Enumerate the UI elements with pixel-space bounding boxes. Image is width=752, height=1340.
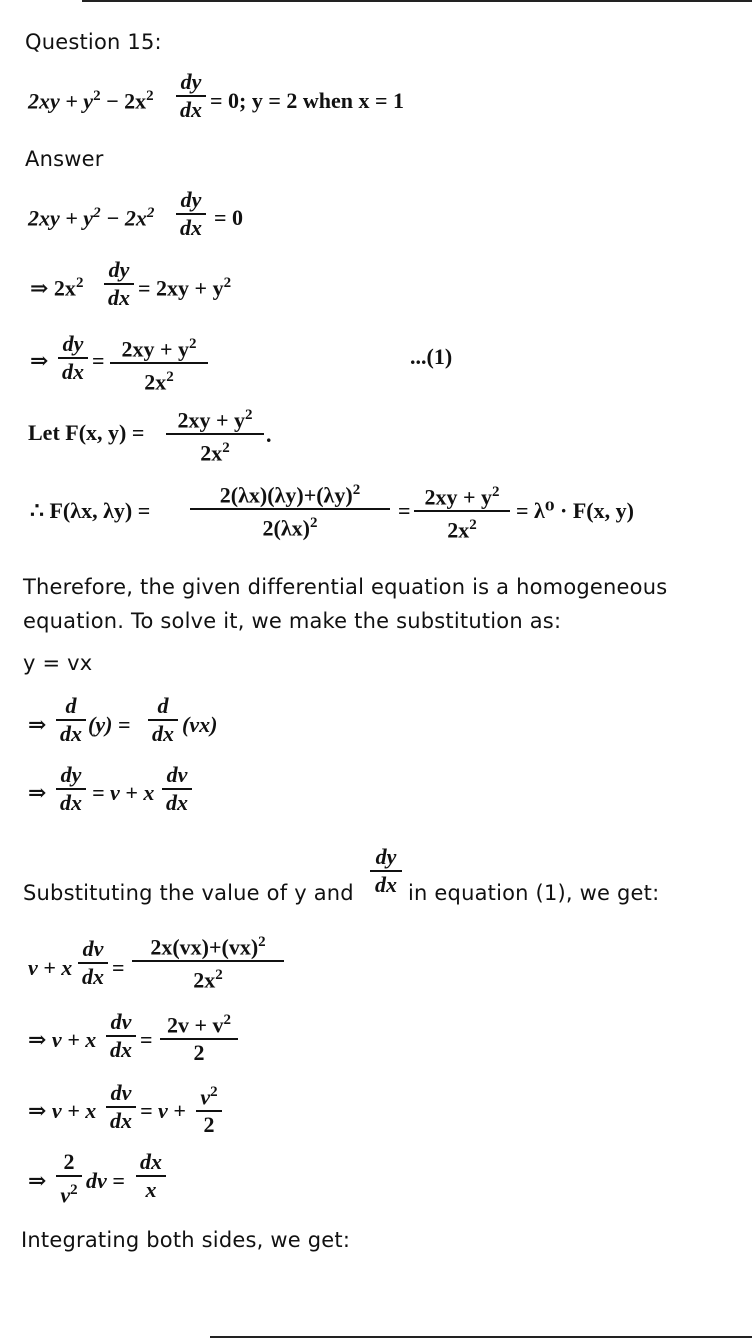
- problem-lhs: 2xy + y: [28, 88, 94, 114]
- substitution-text: y = vx: [23, 651, 93, 675]
- problem-rhs: = 0; y = 2 when x = 1: [210, 88, 405, 113]
- top-rule: [82, 0, 752, 2]
- integrating-text: Integrating both sides, we get:: [21, 1228, 351, 1252]
- question-label: Question 15:: [25, 30, 162, 54]
- problem-minus-term: − 2x: [100, 88, 147, 114]
- homogeneous-text-line-1: Therefore, the given differential equation is a homogeneous: [23, 575, 668, 599]
- bottom-rule: [210, 1336, 752, 1338]
- homogeneous-text-line-2: equation. To solve it, we make the substitution as:: [23, 609, 562, 633]
- problem-dy-dx: dy dx: [176, 70, 206, 122]
- equation-tag-1: ...(1): [410, 344, 453, 369]
- answer-label: Answer: [25, 147, 104, 171]
